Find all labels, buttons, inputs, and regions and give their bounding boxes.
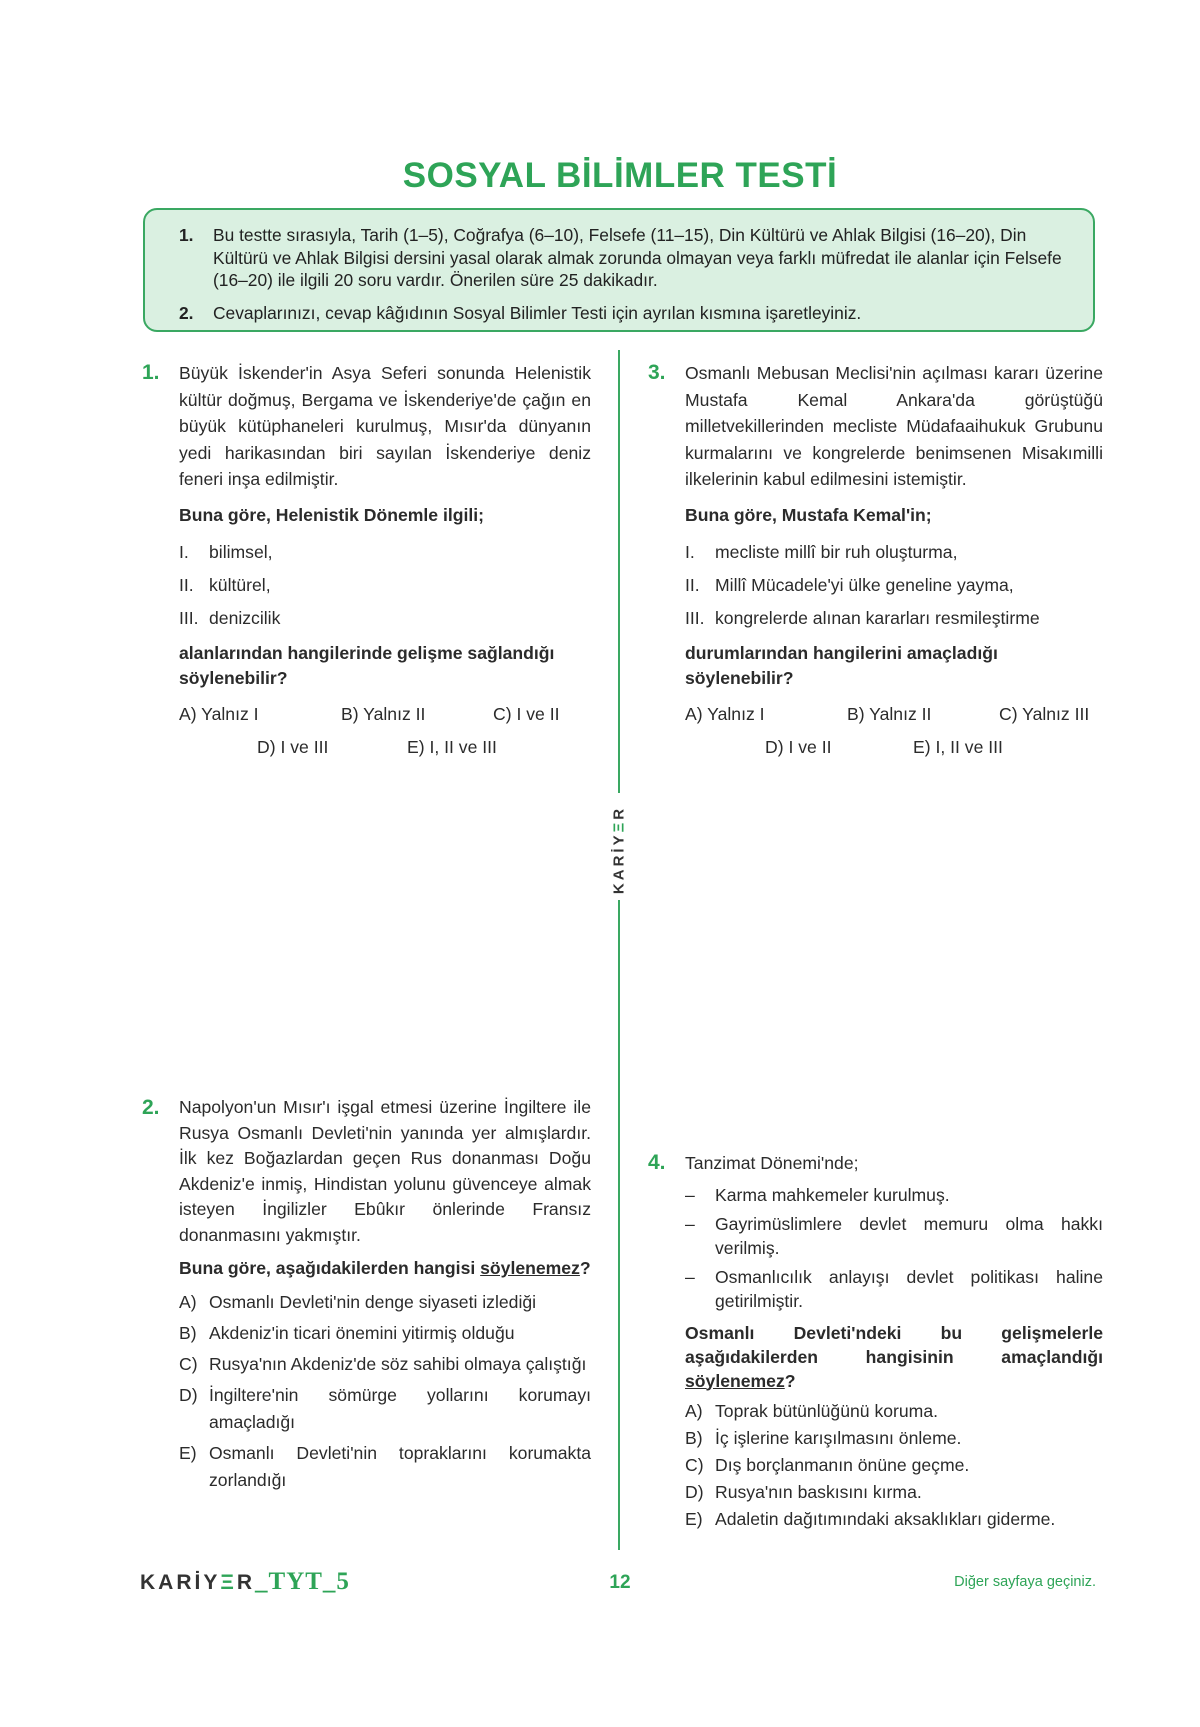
- question-text: Tanzimat Dönemi'nde;: [685, 1153, 859, 1173]
- column-divider: [618, 900, 620, 1550]
- instructions-box: [143, 208, 1095, 332]
- option-e[interactable]: E) Osmanlı Devleti'nin topraklarını korumakta zorlandığı: [179, 1443, 591, 1490]
- option-b[interactable]: B) Yalnız II: [341, 703, 426, 724]
- page-title: SOSYAL BİLİMLER TESTİ: [402, 156, 838, 195]
- instruction-text: Cevaplarınızı, cevap kâğıdının Sosyal Bilimler Testi için ayrılan kısmına işaretleyiniz.: [213, 303, 862, 323]
- dash-item: – Karma mahkemeler kurulmuş.: [685, 1184, 950, 1205]
- question-number: 4.: [648, 1151, 666, 1174]
- side-logo: KARİYΞR: [610, 805, 628, 895]
- option-c[interactable]: C) Dış borçlanmanın önüne geçme.: [685, 1454, 970, 1475]
- question-lead: Osmanlı Devleti'ndeki bu gelişmelerle aşağıdakilerden hangisinin amaçlandığı söylenemez?: [685, 1322, 1103, 1391]
- question-number: 1.: [142, 361, 160, 384]
- dash-item: – Gayrimüslimlere devlet memuru olma hakkı verilmiş.: [685, 1213, 1103, 1258]
- question-number: 2.: [142, 1096, 160, 1119]
- option-d[interactable]: D) Rusya'nın baskısını kırma.: [685, 1481, 922, 1502]
- next-page-note: Diğer sayfaya geçiniz.: [954, 1574, 1096, 1590]
- statement-item: I. bilimsel,: [179, 541, 273, 562]
- option-d[interactable]: D) I ve II: [765, 736, 832, 757]
- option-e[interactable]: E) I, II ve III: [407, 736, 497, 757]
- instruction-number: 2.: [179, 303, 194, 323]
- statement-item: I. mecliste millî bir ruh oluşturma,: [685, 541, 958, 562]
- question-text: Napolyon'un Mısır'ı işgal etmesi üzerine İngiltere ile Rusya Osmanlı Devleti'nin yanında yer almışlardır. İlk kez Boğazlardan geçen Rus donanması Doğu Akdeniz'e inmiş, Hindistan yolunu güvenceye almak isteyen İngilizler Ebûkır önlerinde Fransız donanmasını yakmıştır.: [179, 1097, 591, 1245]
- column-divider: [618, 350, 620, 793]
- question-stem: durumlarından hangilerini amaçladığı söylenebilir?: [685, 642, 998, 688]
- instruction-1: [181, 224, 1071, 292]
- question-text: Büyük İskender'in Asya Seferi sonunda Helenistik kültür doğmuş, Bergama ve İskenderiye'de çağın en büyük kütüphaneleri kurulmuş, Mısır'da dünyanın yedi harikasından biri sayılan İskenderiye deniz feneri inşa edilmiştir.: [179, 363, 591, 489]
- option-b[interactable]: B) İç işlerine karışılmasını önleme.: [685, 1427, 962, 1448]
- option-b[interactable]: B) Akdeniz'in ticari önemini yitirmiş olduğu: [179, 1323, 515, 1343]
- option-e[interactable]: E) Adaletin dağıtımındaki aksaklıkları giderme.: [685, 1508, 1056, 1529]
- option-d[interactable]: D) I ve III: [257, 736, 329, 757]
- question-number: 3.: [648, 361, 666, 384]
- statement-item: III. denizcilik: [179, 607, 281, 628]
- instruction-number: 1.: [179, 225, 194, 245]
- question-text: Osmanlı Mebusan Meclisi'nin açılması kararı üzerine Mustafa Kemal Ankara'da görüştüğü milletvekillerinden mecliste Müdafaaihukuk Grubunu kurmalarını ve kongrelerde benimsenen Misakımilli ilkelerinin kabul edilmesini istemiştir.: [685, 363, 1103, 489]
- option-b[interactable]: B) Yalnız II: [847, 703, 932, 724]
- statement-item: III. kongrelerde alınan kararları resmileştirme: [685, 607, 1040, 628]
- page-footer: [0, 1568, 1200, 1608]
- question-lead: Buna göre, Helenistik Dönemle ilgili;: [179, 504, 485, 525]
- question-lead: Buna göre, aşağıdakilerden hangisi söylenemez?: [179, 1258, 591, 1278]
- option-c[interactable]: C) I ve II: [493, 703, 560, 724]
- option-e[interactable]: E) I, II ve III: [913, 736, 1003, 757]
- option-a[interactable]: A) Yalnız I: [685, 703, 765, 724]
- footer-logo: KARİYΞR_TYT_5: [140, 1568, 350, 1595]
- option-a[interactable]: A) Yalnız I: [179, 703, 259, 724]
- option-d[interactable]: D) İngiltere'nin sömürge yollarını korumayı amaçladığı: [179, 1385, 591, 1432]
- statement-item: II. Millî Mücadele'yi ülke geneline yayma,: [685, 574, 1014, 595]
- instruction-text: Bu testte sırasıyla, Tarih (1–5), Coğrafya (6–10), Felsefe (11–15), Din Kültürü ve Ahlak Bilgisi (16–20), Din Kültürü ve Ahlak Bilgisi dersini yasal olarak almak zorunda olmayan veya farklı müfredat ile alanlar için Felsefe (16–20) ile ilgili 20 soru vardır. Önerilen süre 25 dakikadır.: [213, 225, 1062, 290]
- question-lead: Buna göre, Mustafa Kemal'in;: [685, 504, 932, 525]
- question-stem: alanlarından hangilerinde gelişme sağlandığı söylenebilir?: [179, 642, 555, 688]
- option-c[interactable]: C) Yalnız III: [999, 703, 1090, 724]
- statement-item: II. kültürel,: [179, 574, 271, 595]
- dash-item: – Osmanlıcılık anlayışı devlet politikası haline getirilmiştir.: [685, 1266, 1103, 1311]
- option-a[interactable]: A) Toprak bütünlüğünü koruma.: [685, 1400, 938, 1421]
- option-a[interactable]: A) Osmanlı Devleti'nin denge siyaseti izlediği: [179, 1292, 537, 1312]
- instruction-2: [181, 302, 1071, 325]
- page-number: 12: [609, 1572, 631, 1593]
- option-c[interactable]: C) Rusya'nın Akdeniz'de söz sahibi olmaya çalıştığı: [179, 1354, 587, 1374]
